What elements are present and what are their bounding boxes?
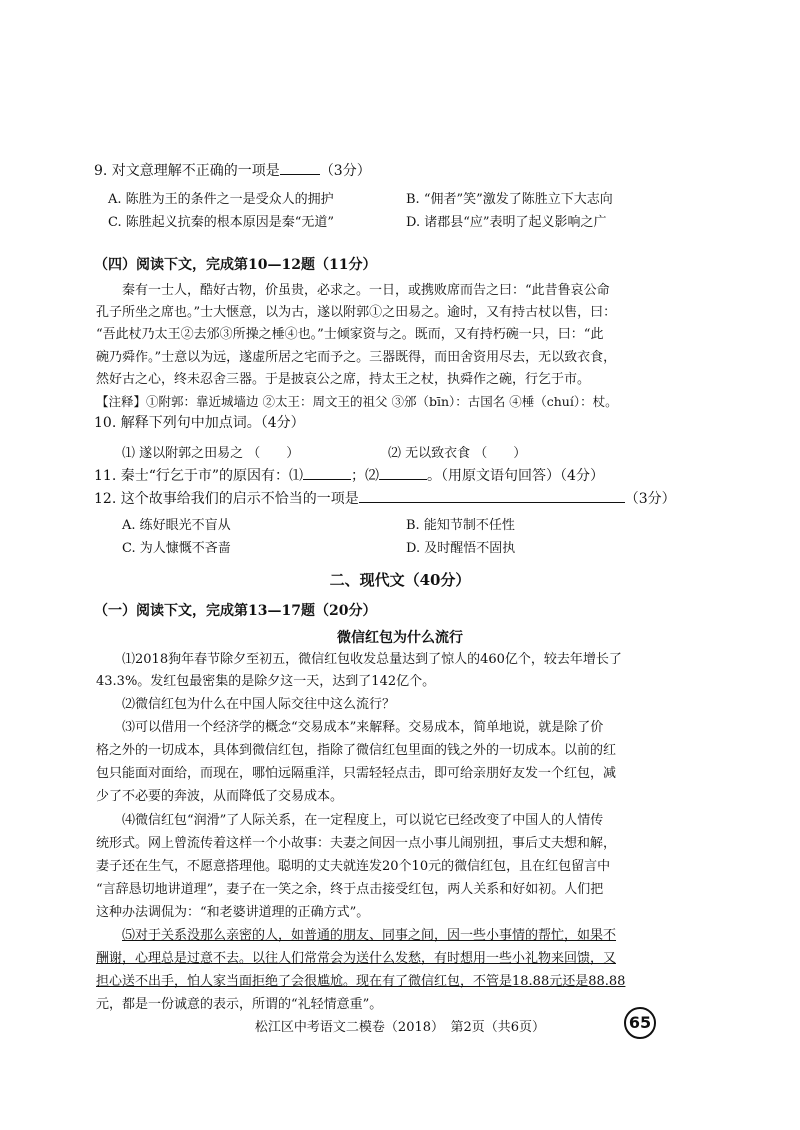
passage-line: “吾此杖乃太王②去邠③所操之棰④也。”士倾家资与之。既而，又有持朽碗一只，曰：“此 [96, 327, 604, 342]
paragraph-line: 43.3%。发红包最密集的是除夕这一天，达到了142亿个。 [96, 674, 436, 689]
passage-line: 秦有一士人，酷好古物，价虽贵，必求之。一日，或携败席而告之曰：“此昔鲁哀公命 [122, 283, 610, 298]
q10-item-2: ⑵ 无以致衣食 （ ） [388, 446, 527, 461]
q11-stem: 11. 秦士“行乞于市”的原因有：⑴ ；⑵ 。（用原文语句回答）（4分） [94, 468, 604, 484]
paragraph-line: 这种办法调侃为：“和老婆讲道理的正确方式”。 [96, 905, 370, 920]
q9-option-b: B. “佣者”笑”激发了陈胜立下大志向 [406, 192, 613, 207]
paragraph-line: ⑴2018狗年春节除夕至初五，微信红包收发总量达到了惊人的460亿个，较去年增长了 [122, 652, 622, 667]
paragraph-line-underlined: 酬谢，心理总是过意不去。以往人们常常会为送什么发愁，有时想用一些小礼物来回馈，又 [96, 951, 617, 966]
q11-blank-2[interactable] [379, 479, 427, 480]
q11-blank-1[interactable] [303, 479, 351, 480]
passage-line: 碗乃舜作。”士意以为远，遂虚所居之宅而予之。三器既得，而田舍资用尽去，无以致衣食， [96, 350, 617, 365]
page-number-stamp: 65 [624, 1007, 656, 1039]
page-footer: 松江区中考语文二模卷（2018） 第2页（共6页） [254, 1020, 546, 1035]
passage-line: 孔子所坐之席也。”士大惬意，以为古，遂以附郭①之田易之。逾时，又有持古杖以售，曰： [96, 305, 617, 320]
section5-heading: （一）阅读下文，完成第13—17题（20分） [94, 603, 377, 619]
paragraph-line: “言辞恳切地讲道理”，妻子在一笑之余，终于点击接受红包，两人关系和好如初。人们把 [96, 882, 604, 897]
paragraph-line: ⑵微信红包为什么在中国人际交往中这么流行？ [122, 697, 396, 712]
q10-item-1: ⑴ 遂以附郭之田易之 （ ） [122, 446, 300, 461]
paragraph-line: 格之外的一切成本，具体到微信红包，指除了微信红包里面的钱之外的一切成本。以前的红 [96, 743, 617, 758]
paragraph-line: ⑷微信红包“润滑”了人际关系，在一定程度上，可以说它已经改变了中国人的人情传 [122, 813, 604, 828]
q9-option-c: C. 陈胜起义抗秦的根本原因是秦“无道” [108, 215, 335, 230]
paragraph-line: 少了不必要的奔波，从而降低了交易成本。 [96, 789, 344, 804]
section4-heading: （四）阅读下文，完成第10—12题（11分） [94, 257, 377, 273]
q12-option-a: A. 练好眼光不盲从 [122, 518, 231, 533]
part2-heading: 二、现代文（40分） [329, 571, 471, 589]
q10-stem: 10. 解释下列句中加点词。（4分） [94, 415, 305, 431]
q12-option-b: B. 能知节制不任性 [406, 518, 515, 533]
q9-option-d: D. 诸郡县“应”表明了起义影响之广 [406, 215, 607, 230]
q12-answer-blank[interactable] [359, 502, 625, 503]
q12-option-c: C. 为人慷慨不吝啬 [122, 541, 231, 556]
paragraph-line-underlined: ⑸对于关系没那么亲密的人，如普通的朋友、同事之间，因一些小事情的帮忙，如果不 [122, 928, 617, 943]
paragraph-line: 妻子还在生气，不愿意搭理他。聪明的丈夫就连发20个10元的微信红包，且在红包留言中 [96, 859, 611, 874]
paragraph-line: 包只能面对面给，而现在，哪怕远隔重洋，只需轻轻点击，即可给亲朋好友发一个红包，减 [96, 766, 617, 781]
paragraph-line-underlined: 担心送不出手，怕人家当面拒绝了会很尴尬。现在有了微信红包，不管是18.88元还是88.88 [96, 974, 626, 989]
q12-option-d: D. 及时醒悟不固执 [406, 541, 516, 556]
q12-stem: 12. 这个故事给我们的启示不恰当的一项是 （3分） [94, 491, 676, 507]
q9-option-a: A. 陈胜为王的条件之一是受众人的拥护 [108, 192, 334, 207]
paragraph-line: ⑶可以借用一个经济学的概念“交易成本”来解释。交易成本，简单地说，就是除了价 [122, 720, 604, 735]
q9-answer-blank[interactable] [280, 174, 320, 175]
paragraph-line: 元，都是一份诚意的表示，所谓的“礼轻情意重”。 [96, 997, 383, 1012]
paragraph-line: 统形式。网上曾流传着这样一个小故事：夫妻之间因一点小事儿闹别扭，事后丈夫想和解， [96, 836, 617, 851]
q9-stem: 9. 对文意理解不正确的一项是 （3分） [94, 163, 371, 179]
passage-line: 然好古之心，终未忍舍三器。于是披哀公之席，持太王之杖，执舜作之碗，行乞于市。 [96, 372, 591, 387]
article-title: 微信红包为什么流行 [337, 630, 463, 646]
annotation-note: 【注释】①附郭：靠近城墙边 ②太王：周文王的祖父 ③邠（bīn）：古国名 ④棰（chuí）：杖。 [96, 394, 618, 409]
